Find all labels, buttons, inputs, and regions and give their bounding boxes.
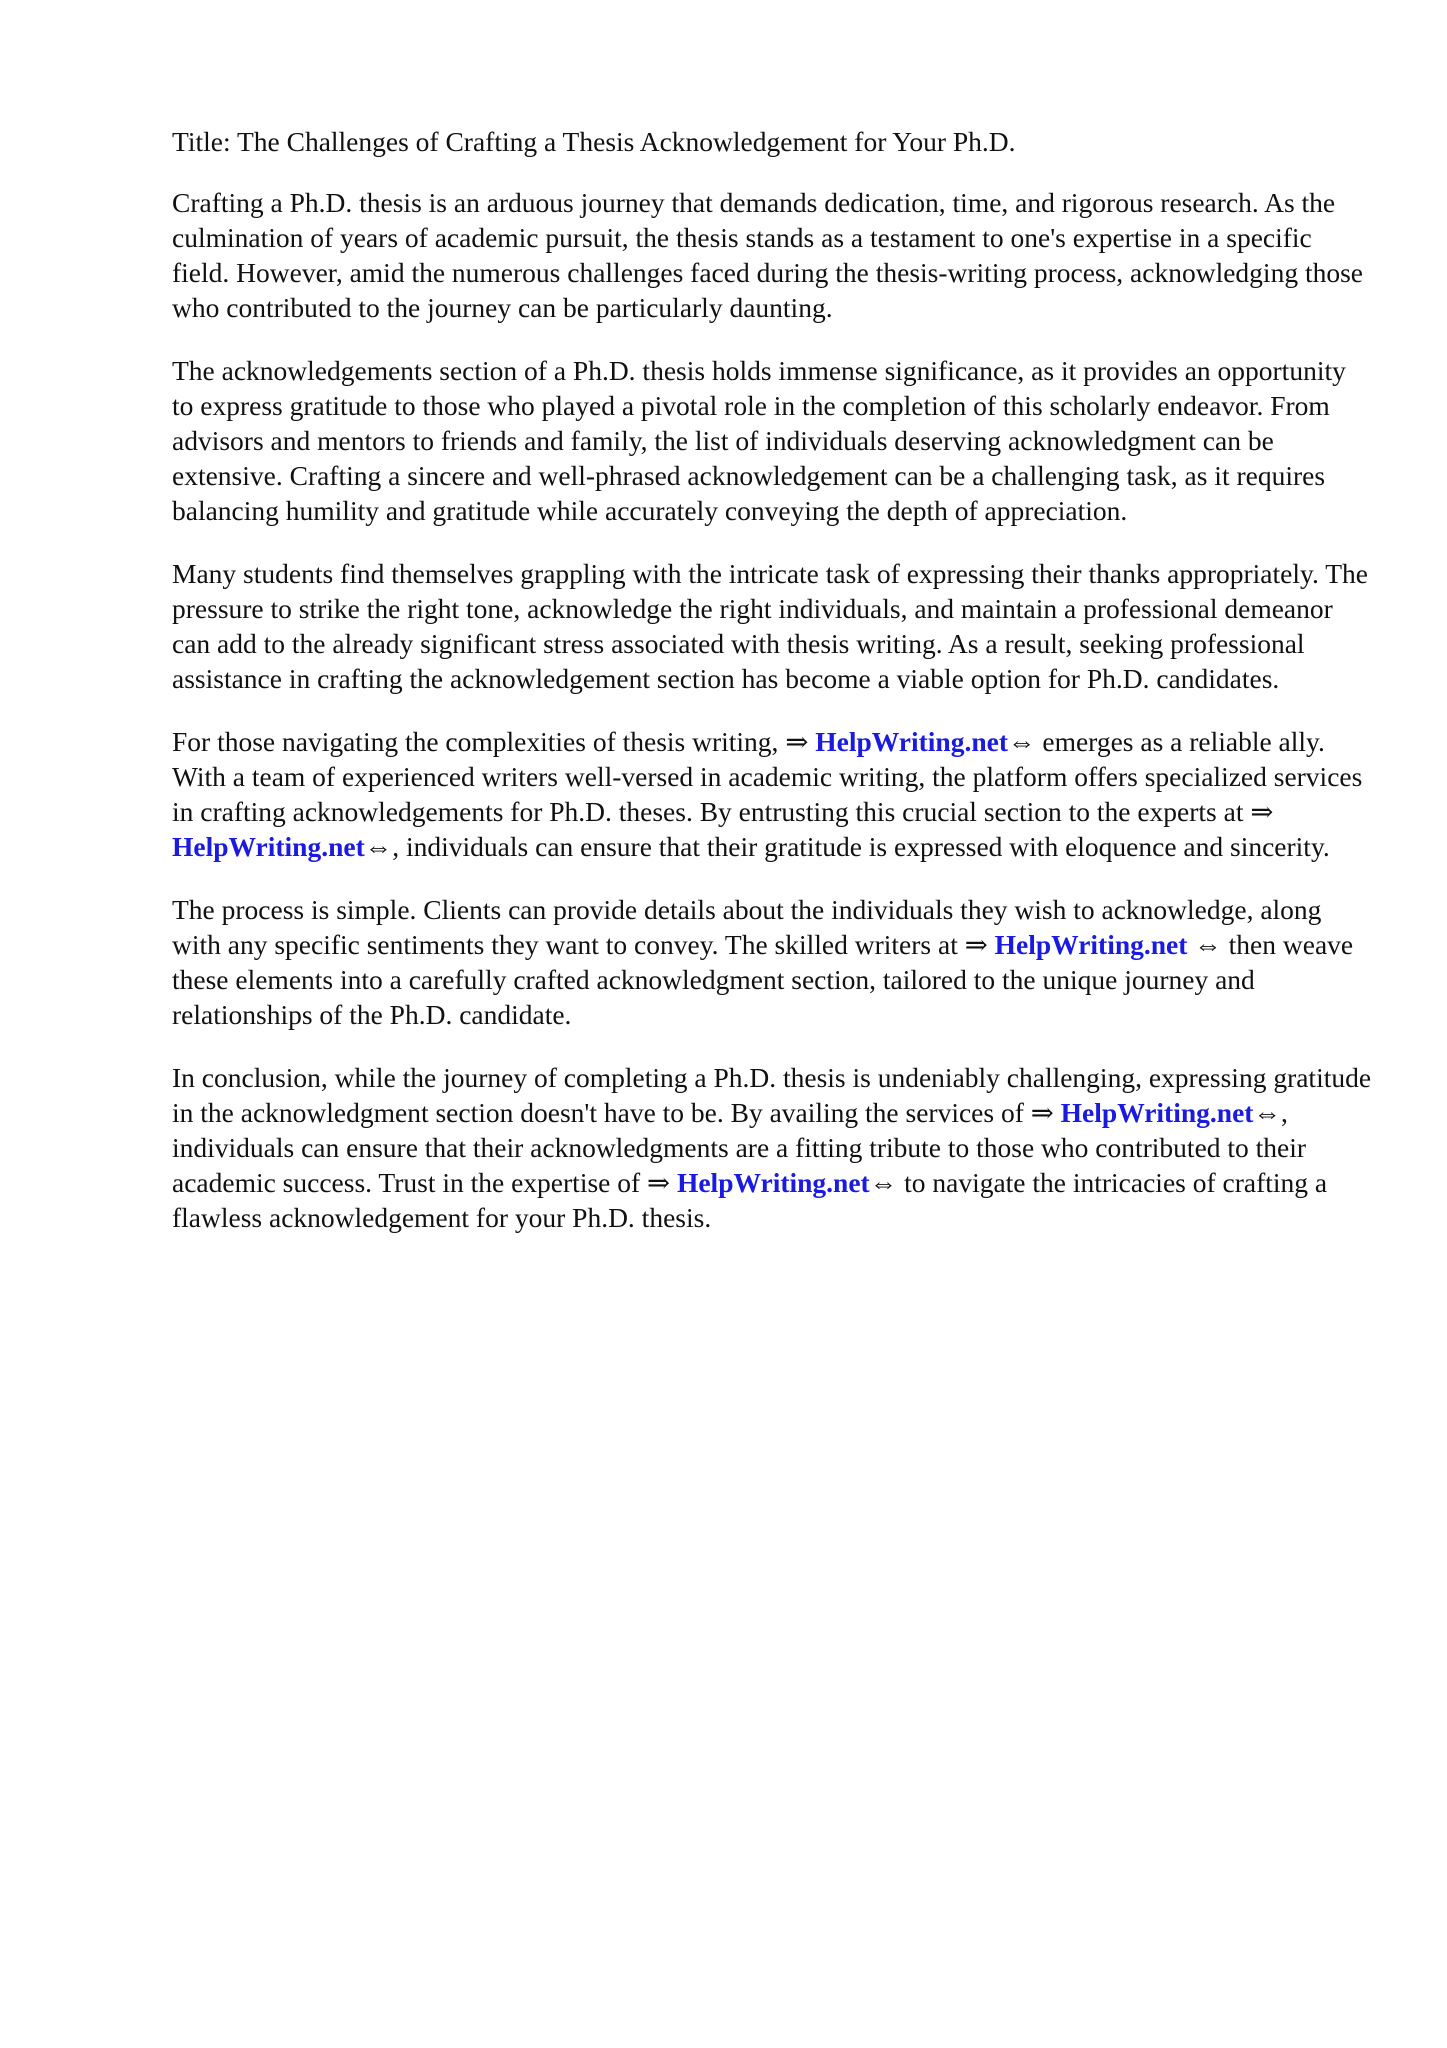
document-title: Title: The Challenges of Crafting a Thesis Acknowledgement for Your Ph.D. [172, 126, 1016, 157]
paragraph-conclusion [172, 1060, 1372, 1235]
paragraph-intro: Crafting a Ph.D. thesis is an arduous journey that demands dedication, time, and rigorous research. As the culmination of years of academic pursuit, the thesis stands as a testament to one's expertise in a specific field. However, amid the numerous challenges faced during the thesis-writing process, acknowledging those who contributed to the journey can be particularly daunting. [172, 187, 1363, 323]
paragraph-service [172, 724, 1372, 864]
text-segment: In conclusion, while the journey of completing a Ph.D. thesis is undeniably challenging, expressing gratitude in the acknowledgment section doesn't have to be. By availing the services of [172, 1062, 1372, 1128]
paragraph-challenges: Many students find themselves grappling with the intricate task of expressing their thanks appropriately. The pressure to strike the right tone, acknowledge the right individuals, and maintain a professional demeanor can add to the already significant stress associated with thesis writing. As a result, seeking professional assistance in crafting the acknowledgement section has become a viable option for Ph.D. candidates. [172, 558, 1368, 694]
text-segment: then weave these elements into a carefully crafted acknowledgment section, tailored to the unique journey and relationships of the Ph.D. candidate. [172, 929, 1354, 1030]
document-body [172, 124, 1372, 1263]
double-arrow-both-icon: ⇔ [869, 1167, 898, 1198]
double-arrow-right-icon: ⇒ [1250, 796, 1274, 827]
helpwriting-link[interactable]: HelpWriting.net [994, 929, 1188, 960]
double-arrow-right-icon: ⇒ [1030, 1097, 1054, 1128]
helpwriting-link[interactable]: HelpWriting.net [172, 831, 365, 862]
text-segment: For those navigating the complexities of thesis writing, [172, 726, 786, 757]
text-segment: emerges as a reliable ally. With a team of experienced writers well-versed in academic writing, the platform offers specialized services in crafting acknowledgements for Ph.D. theses. By entrusting this crucial section to the experts at [172, 726, 1363, 827]
helpwriting-link[interactable]: HelpWriting.net [815, 726, 1008, 757]
paragraph-process [172, 892, 1372, 1032]
double-arrow-both-icon: ⇔ [364, 831, 393, 862]
text-segment: , individuals can ensure that their gratitude is expressed with eloquence and sincerity. [392, 831, 1330, 862]
paragraph-significance: The acknowledgements section of a Ph.D. thesis holds immense significance, as it provides an opportunity to express gratitude to those who played a pivotal role in the completion of this scholarly endeavor. From advisors and mentors to friends and family, the list of individuals deserving acknowledgment can be extensive. Crafting a sincere and well-phrased acknowledgement can be a challenging task, as it requires balancing humility and gratitude while accurately conveying the depth of appreciation. [172, 355, 1346, 526]
text-segment: The process is simple. Clients can provide details about the individuals they wish to acknowledge, along with any specific sentiments they want to convey. The skilled writers at [172, 894, 1322, 960]
double-arrow-right-icon: ⇒ [647, 1167, 671, 1198]
text-segment: , individuals can ensure that their acknowledgments are a fitting tribute to those who contributed to their academic success. Trust in the expertise of [172, 1097, 1307, 1198]
double-arrow-right-icon: ⇒ [964, 929, 988, 960]
double-arrow-both-icon: ⇔ [1253, 1097, 1281, 1128]
double-arrow-both-icon: ⇔ [1008, 726, 1036, 757]
helpwriting-link[interactable]: HelpWriting.net [676, 1167, 870, 1198]
text-segment: to navigate the intricacies of crafting a flawless acknowledgement for your Ph.D. thesis. [172, 1167, 1328, 1233]
double-arrow-both-icon: ⇔ [1194, 929, 1222, 960]
helpwriting-link[interactable]: HelpWriting.net [1060, 1097, 1254, 1128]
double-arrow-right-icon: ⇒ [785, 726, 809, 757]
